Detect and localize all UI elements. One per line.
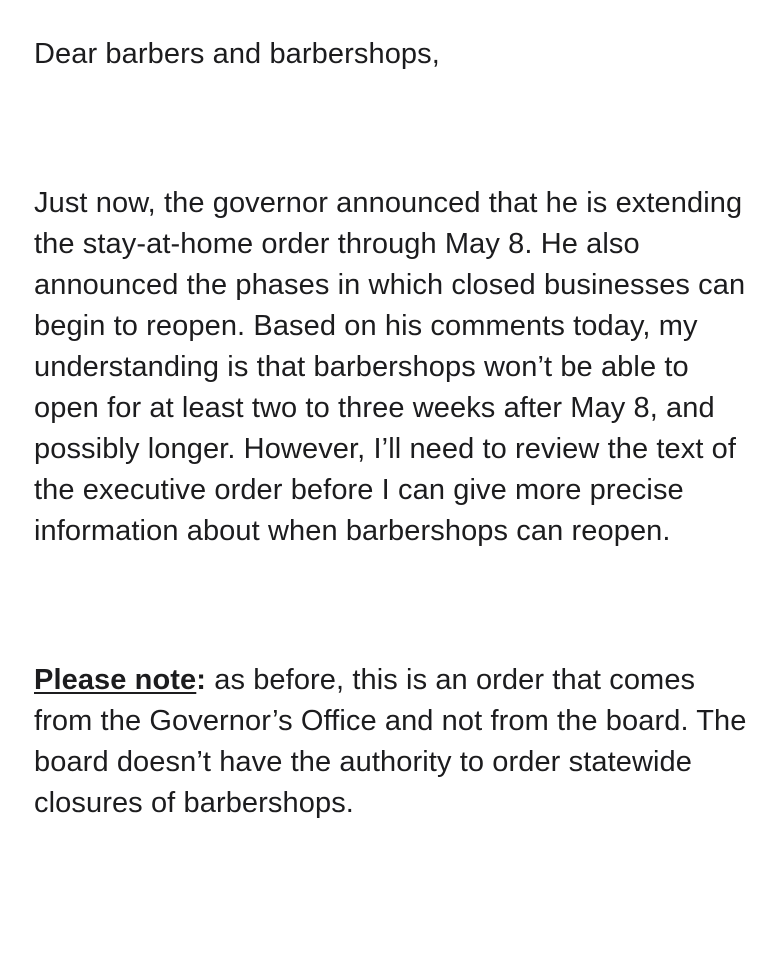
salutation: Dear barbers and barbershops,: [34, 38, 440, 70]
note-colon: :: [196, 664, 207, 696]
letter-document: [34, 34, 754, 824]
note-paragraph: [34, 660, 754, 824]
note-text: as before, this is an order that comes from the Governor’s Office and not from the board. The board doesn’t have the authority to order statewide closures of barbershops.: [34, 664, 747, 819]
announcement-paragraph: Just now, the governor announced that he is extending the stay-at-home order through May 8. He also announced the phases in which closed businesses can begin to reopen. Based on his comments today, my understanding is that barbershops won’t be able to open for at least two to three weeks after May 8, and possibly longer. However, I’ll need to review the text of the executive order before I can give more precise information about when barbershops can reopen.: [34, 187, 746, 547]
note-label: Please note: [34, 664, 197, 696]
